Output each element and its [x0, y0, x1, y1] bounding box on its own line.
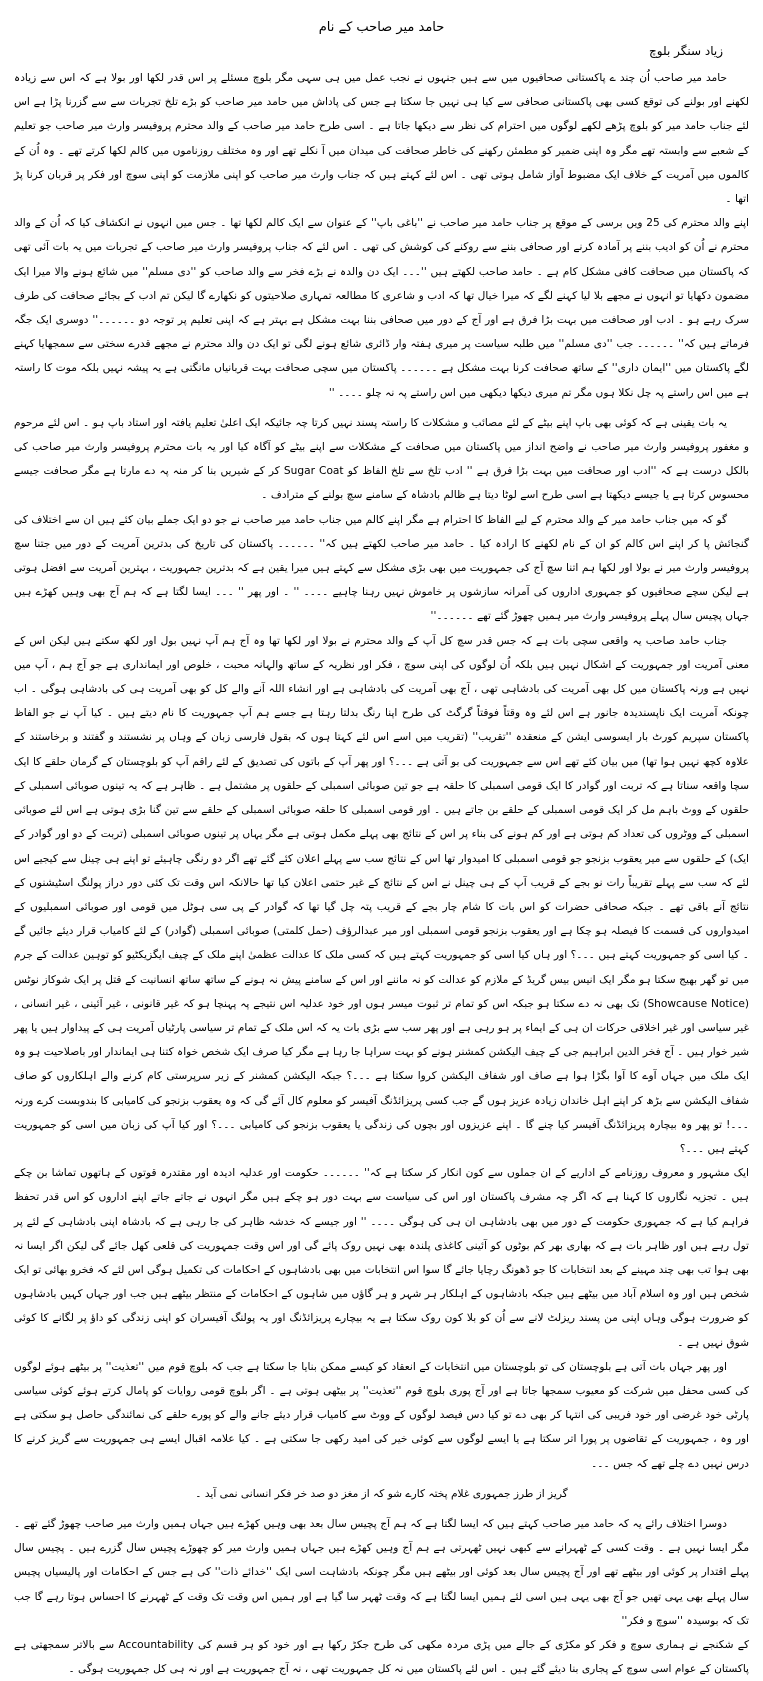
paragraph: گو کہ میں جناب حامد میر کے والد محترم کے لیے الفاظ کا احترام ہے مگر اپنے کالم میں جناب حامد میر صاحب نے جو دو ایک جملے بیان کئے ہیں ان سے اختلاف کی گنجائش پا کر اپنے اس کالم کو ان کے نام لکھنے کا ارادہ کیا ۔ حامد میر صاحب لکھتے ہیں کہ'' ۔۔۔۔۔۔ پاکستان کی تاریخ کی بدترین آمریت کے دور میں جتنا سچ پروفیسر وارث میر نے بولا اور لکھا ہم اتنا سچ آج کی جمہوریت میں بھی بڑی مشکل سے کہتے ہیں میرا یقین ہے کہ بدترین جمہوریت ، بہترین آمریت سے افضل ہوتی ہے لیکن سچے صحافیوں کو جمہوری اداروں کی آمرانہ سازشوں پر خاموش نہیں رہنا چاہیے ۔۔۔۔ '' ۔ اور پھر '' ۔۔۔ ایسا لگتا ہے کہ ہم آج بھی وہیں کھڑے ہیں جہاں پچیس سال پہلے پروفیسر وارث میر ہمیں چھوڑ گئے تھے ۔۔۔۔۔۔'' — [14, 513, 749, 623]
paragraph: ایک مشہور و معروف روزنامے کے اداریے کے ان جملوں سے کون انکار کر سکتا ہے کہ'' ۔۔۔۔۔۔ حکومت اور عدلیہ ادیدہ اور مقتدرہ قوتوں کے ہاتھوں تماشا بن چکے ہیں ۔ تجزیہ نگاروں کا کہنا ہے کہ اگر چہ مشرف پاکستان اور اس کی سیاست سے بہت دور ہو چکے ہیں مگر انہوں نے جاتے جاتے اپنے اداروں کو اس قدر تحفظ فراہم کیا ہے کہ جمہوری حکومت کے دور میں بھی بادشاہی ان ہی کی ہوگی ۔۔۔۔ '' اور جیسے کہ خدشہ ظاہر کی جا رہی ہے کہ بادشاہ اپنی بادشاہی کے لئے پر تول رہے ہیں اور ظاہر بات ہے کہ بھاری بھر کم بوٹوں کو آئینی کاغذی پلندہ بھی نہیں روک پائے گی اور اس وقت جمہوریت کی قلعی کھل جائے گی لیکن اگر ایسا نہ بھی ہوا تب بھی چند مہینے کے بعد انتخابات کا جو ڈھونگ رچایا جائے گا سوا اس انتخابات میں بھی بادشاہوں کے احکامات کی تکمیل ہوگی اس لئے کہ فخرو بھائی تو ایک شخص ہیں اور وہ اسلام آباد میں بیٹھے ہیں جبکہ بادشاہوں کے اہلکار ہر شہر و ہر گاؤں میں شاہوں کے احکامات کے منتظر بیٹھے ہیں جب اور جہاں کہیں بادشاہوں کو ضرورت ہوگی وہاں اپنی من پسند ریزلٹ لانے سے اُن کو بلا کون روک سکتا ہے یہ بیچارے پریزائڈنگ اور یہ پولنگ آفیسران کو اپنی زندگی کو داؤ پر لگانے کا کوئی شوق نہیں ہے ۔ — [14, 1167, 749, 1349]
paragraph: حامد میر صاحب اُن چند ے پاکستانی صحافیوں میں سے ہیں جنہوں نے نجب عمل میں ہی سہی مگر بلوچ مسئلے پر اس قدر لکھا اور بولا ہے کہ اس سے زیادہ لکھنے اور بولنے کی توقع کسی بھی پاکستانی صحافی سے کیا ہی نہیں جا سکتا ہے جس کی پاداش میں حامد میر صاحب کو بڑے تلخ تجربات سے سے گزرنا پڑا ہے اس لئے جناب حامد میر کو بلوچ پڑھے لکھے لوگوں میں احترام کی نظر سے دیکھا جاتا ہے ۔ اسی طرح حامد میر صاحب کے والد محترم پروفیسر وارث میر صاحب جو تعلیم کے شعبے سے وابستہ تھے مگر وہ اپنی ضمیر کو مطمئن رکھنے کی خاطر صحافت کی میدان میں آ نکلے تھے اور وہ مختلف روزناموں میں کالم لکھا کرتے تھے ۔ وہ اُن کے کالموں میں آمریت کے خلاف ایک مضبوط آواز شامل ہوتی تھی ۔ اس لئے کہتے ہیں کہ جناب وارث میر صاحب کو اپنی ملازمت کو اپنی سوچ اور فکر پر قربان کرنا پڑ اتھا ۔ — [14, 72, 749, 206]
author-byline: زیاد سنگر بلوچ — [649, 44, 723, 58]
verse-quote: گریز از طرز جمہوری غلام پختہ کارے شو کہ از مغز دو صد خر فکر انسانی نمی آید ۔ — [195, 1487, 568, 1500]
paragraph: اور پھر جہاں بات آتی ہے بلوچستان کی تو بلوچستان میں انتخابات کے انعقاد کو کیسے ممکن بنایا جا سکتا ہے جب کہ بلوچ قوم میں ''تعذیت'' پر بیٹھے ہوئے لوگوں کی کسی محفل میں شرکت کو معیوب سمجھا جاتا ہے اور آج پوری بلوچ قوم ''تعذیت'' پر بیٹھی ہوتی ہے ۔ اگر بلوچ قومی روایات کو پامال کرتے ہوئے کوئی سیاسی پارٹی خود غرضی اور خود فریبی کی انتہا کر بھی دے تو کیا دس فیصد لوگوں کے ووٹ سے کامیاب قرار دیئے جانے والے کو پورے حلقے کی نمائندگی حاصل ہو سکتی ہے اور وہ ، جمہوریت کے تقاضوں پر پورا اتر سکتا ہے یا ایسے لوگوں سے کوئی خیر کی امید رکھی جا سکتی ہے ۔ کیا علامہ اقبال ایسے ہی جمہوریت سے گریز کرنے کا درس نہیں دے چلے تھے کہ جس ۔۔۔ — [14, 1360, 749, 1470]
paragraph: کے شکنجے نے ہماری سوچ و فکر کو مکڑی کے جالے میں پڑی مردہ مکھی کی طرح جکڑ رکھا ہے اور خود کو ہر قسم کی Accountability سے بالاتر سمجھتی ہے پاکستان کے عوام اسی سوچ کے پجاری بنا دیئے گئے ہیں ۔ اس لئے پاکستان میں نہ کل جمہوریت تھی ، نہ آج جمہوریت ہے اور نہ ہی کل جمہوریت ہوگی ۔ — [14, 1639, 749, 1676]
paragraph: جناب حامد صاحب یہ واقعی سچی بات ہے کہ جس قدر سچ کل آپ کے والد محترم نے بولا اور لکھا تھا وہ آج ہم آپ نہیں بول اور لکھ سکتے ہیں لیکن اس کے معنی آمریت اور جمہوریت کے اشکال نہیں ہیں بلکہ اُن لوگوں کی اپنی سوچ ، فکر اور نظریہ کے ساتھ والہانہ محبت ، خلوص اور ایمانداری ہے جو آج ہم ، آپ میں نہیں ہے ورنہ پاکستان میں کل بھی آمریت کی بادشاہی تھی ، آج بھی آمریت کی بادشاہی ہے اور انشاء اللہ آنے والے کل کو بھی آمریت ہی کی بادشاہی ہوگی ۔ اب چونکہ آمریت ایک ناپسندیدہ جانور ہے اس لئے وہ وقتاً فوقتاً گرگٹ کی طرح اپنا رنگ بدلتا رہتا ہے جسے ہم آپ جمہوریت کا نام دیتے ہیں ۔ کیا آپ نے جو الفاظ پاکستان سپریم کورٹ بار ایسوسی ایشن کے منعقدہ ''تقریب'' (تقریب میں اسے اس لئے کہتا ہوں کہ بقول فارسی زبان کے وہاں پر نشستند و گفتند و برخاستند کے علاوہ کچھ نہیں ہوا تھا) میں بیان کئے تھے اس سے جمہوریت کی بو آتی ہے ۔۔۔؟ اور پھر آپ کے باتوں کی تصدیق کے لئے راقم آپ کو بلوچستان کے گرمان حلقے کا ایک سچا واقعہ سناتا ہے کہ تربت اور گوادر کا ایک قومی اسمبلی کا حلقہ ہے جو تین صوبائی اسمبلی کے حلقوں پر مشتمل ہے ۔ ظاہر ہے کہ یہ تینوں صوبائی اسمبلی کے حلقوں کے ووٹ باہم مل کر ایک قومی اسمبلی کے حلقے بن جاتے ہیں ۔ اور قومی اسمبلی کا حلقہ صوبائی اسمبلی کے حلقے سے تین گنا بڑی ہوتی ہے اس لئے صوبائی اسمبلی کے ووٹروں کی تعداد کم ہوتی ہے اور کم ہونے کی بناء پر اس کے نتائج بھی پہلے مکمل ہوتی ہے مگر یہاں پر تینوں صوبائی اسمبلی (تربت کے دو اور گوادر کے ایک) کے حلقوں سے میر یعقوب بزنجو جو قومی اسمبلی کا امیدوار تھا اس کے نتائج سب سے پہلے اعلان کئے گئے تھے اگر دو رنگی چاہیئے تو اپنے ہی چینل سے کیجیے اس لئے کہ سب سے پہلے تقریباً رات نو بجے کے قریب آپ کے ہی چینل نے اس کے نتائج کے غیر حتمی اعلان کیا تھا حالانکہ اس وقت تک کئی دور دراز پولنگ اسٹیشنوں کے نتائج آنے باقی تھے ۔ جبکہ صحافی حضرات کو اس بات کا شام چار بجے کے قریب پتہ چل گیا تھا کہ گوادر کے پی سی ہوٹل میں قومی اور صوبائی اسمبلیوں کے امیدواروں کی قسمت کا فیصلہ ہو چکا ہے اور یعقوب بزنجو قومی اسمبلی اور میر عبدالرؤف (حمل کلمتی) صوبائی اسمبلی (گوادر) کے لئے کامیاب قرار دیئے جائیں گے ۔ کیا اسی کو جمہوریت کہتے ہیں ۔۔۔؟ اور ہاں کیا اسی کو جمہوریت کہتے ہیں کہ کسی ملک کا عدالت عظمیٰ اپنے ملک کے چیف ایگزیکٹیو کو توہین عدالت کے جرم میں تو گھر بھیج سکتا ہو مگر ایک انیس بیس گریڈ کے ملازم کو عدالت کو نہ ماننے اور اس کے سامنے پیش نہ ہونے کے ساتھ ساتھ انسانیت کے قتل پر ایک شوکاز نوٹس (Showcause Notice) تک بھی نہ دے سکتا ہو جبکہ اس کو تمام تر ثبوت میسر ہوں اور خود عدلیہ اس نتیجے پہ پہنچا ہو کہ غیر قانونی ، غیر آئینی ، غیر انسانی ، غیر سیاسی اور غیر اخلاقی حرکات ان ہی کے ایماء پر ہو رہی ہے اور پھر سب سے بڑی بات یہ کہ اس ملک کے تمام تر سیاسی پارٹیاں آمریت ہی کے پیداوار ہیں یا پھر شیر خوار ہیں ۔ آج فخر الدین ابراہیم جی کے چیف الیکشن کمشنر ہونے کو بہت سراہا جا رہا ہے مگر کیا صرف ایک شخص خواہ کتنا ہی ایماندار اور باصلاحیت ہو وہ ایک ملک میں جہاں آوے کا آوا بگڑا ہوا ہے صاف اور شفاف الیکشن کروا سکتا ہے ۔۔۔؟ جبکہ الیکشن کمشنر کے زیر سرپرستی کام کرنے والے اہلکاروں کو صاف شفاف الیکشن سے بڑھ کر اپنے اہل خاندان زیادہ عزیز ہوں گے جب کسی پریزائڈنگ آفیسر کو معلوم کال آئے گی کہ وہ یعقوب بزنجو کی کامیابی کا بندوبست کرے ورنہ ۔۔۔! تو پھر وہ بیچارہ پریزائڈنگ آفیسر کیا چنے گا ۔ اپنے عزیزوں اور بچوں کی زندگی یا یعقوب بزنجو کی کامیابی ۔۔۔؟ اور کیا آپ کی زبان میں اسی کو جمہوریت کہتے ہیں ۔۔۔؟ — [14, 634, 749, 1155]
paragraph: یہ بات یقینی ہے کہ کوئی بھی باپ اپنے بیٹے کے لئے مصائب و مشکلات کا راستہ پسند نہیں کرتا چہ جائیکہ ایک اعلیٰ تعلیم یافتہ اور استاد باپ ہو ۔ اس لئے مرحوم و مغفور پروفیسر وارث میر صاحب نے واضح انداز میں پاکستان میں صحافت کے مشکلات سے اپنے بیٹے کو آگاہ کیا اور یہ بات محترم پروفیسر وارث میر صاحب کی بالکل درست ہے کہ ''ادب اور صحافت میں بہت بڑا فرق ہے '' ادب تلخ سے تلخ الفاظ کو Sugar Coat کر کے شیریں بنا کر منہ پہ دے مارتا ہے مگر صحافت جیسے محسوس کرتا ہے یا جیسے دیکھتا ہے اسی طرح اسے لوٹا دیتا ہے ظالم بادشاہ کے سامنے سچ بولنے کے مترادف ۔ — [14, 416, 749, 502]
article-title: حامد میر صاحب کے نام — [318, 20, 445, 35]
paragraph: دوسرا اختلاف رائے یہ کہ حامد میر صاحب کہتے ہیں کہ ایسا لگتا ہے کہ ہم آج پچیس سال بعد بھی وہیں کھڑے ہیں جہاں ہمیں وارث میر صاحب چھوڑ گئے تھے ۔ مگر ایسا نہیں ہے ۔ وقت کسی کے ٹھہرانے سے کبھی نہیں ٹھہرتی ہے ہم آج وہیں کھڑے ہیں جہاں ہمیں وارث میر کو چھوڑے پچیس سال گزرے ہیں ۔ پچیس سال پہلے اقتدار پر کوئی اور بیٹھے تھے اور آج پچیس سال بعد کوئی اور بیٹھے ہیں مگر چونکہ بادشاہت اسی ایک ''خدائے ذات'' کی ہے جس کے احکامات اور پالیسیاں پچیس سال پہلے بھی یہی تھیں جو آج بھی یہی ہیں اسی لئے ہمیں ایسا لگتا ہے کہ وقت ٹھہر سا گیا ہے اور ہمیں اس وقت تک وقت کے ٹھہرنے کا احساس ہوتا رہے گا جب تک کہ بوسیدہ ''سوچ و فکر'' — [14, 1517, 749, 1627]
article-body — [14, 66, 749, 1681]
paragraph: اپنے والد محترم کی 25 ویں برسی کے موقع پر جناب حامد میر صاحب نے ''باغی باپ'' کے عنوان سے ایک کالم لکھا تھا ۔ جس میں انہوں نے انکشاف کیا کہ اُن کے والد محترم نے اُن کو ادیب بننے پر آمادہ کرنے اور صحافی بننے سے روکنے کی کوشش کی تھی ۔ اس لئے کہ جناب پروفیسر وارث میر صاحب کے تجربات میں یہ بات آئی تھی کہ پاکستان میں صحافت کافی مشکل کام ہے ۔ حامد صاحب لکھتے ہیں ''۔۔۔ ایک دن والدہ نے بڑے فخر سے والد صاحب کو ''دی مسلم'' میں شائع ہونے والا میرا ایک مضمون دکھایا تو انہوں نے مجھے بلا لیا کہنے لگے کہ میرا خیال تھا کہ ادب و شاعری کا مطالعہ تمہاری صلاحیتوں کو نکھارے گا لیکن تم ادب کے بجائے صحافت کی طرف سرک رہے ہو ۔ ادب اور صحافت میں بہت بڑا فرق ہے اور آج کے دور میں صحافی بننا بہت مشکل ہے بہتر ہے کہ اپنی تعلیم پر توجہ دو ۔۔۔۔۔۔'' دوسری ایک جگہ فرماتے ہیں کہ'' ۔۔۔۔۔۔ جب ''دی مسلم'' میں طلبہ سیاست پر میری ہفتہ وار ڈائری شائع ہونے لگی تو ایک دن والد محترم نے مجھے قدرے سختی سے سمجھایا کہنے لگے پاکستان میں ''ایمان داری'' کے ساتھ صحافت کرنا بہت مشکل ہے ۔۔۔۔۔۔ پاکستان میں سچی صحافت بہت قربانیاں مانگتی ہے یہ پیشہ نہیں بلکہ موت کا راستہ ہے میں اس راستے پہ چل نکلا ہوں مگر تم میری دیکھا دیکھی میں اس راستے پہ نہ چلو ۔۔۔۔ '' — [14, 217, 749, 399]
